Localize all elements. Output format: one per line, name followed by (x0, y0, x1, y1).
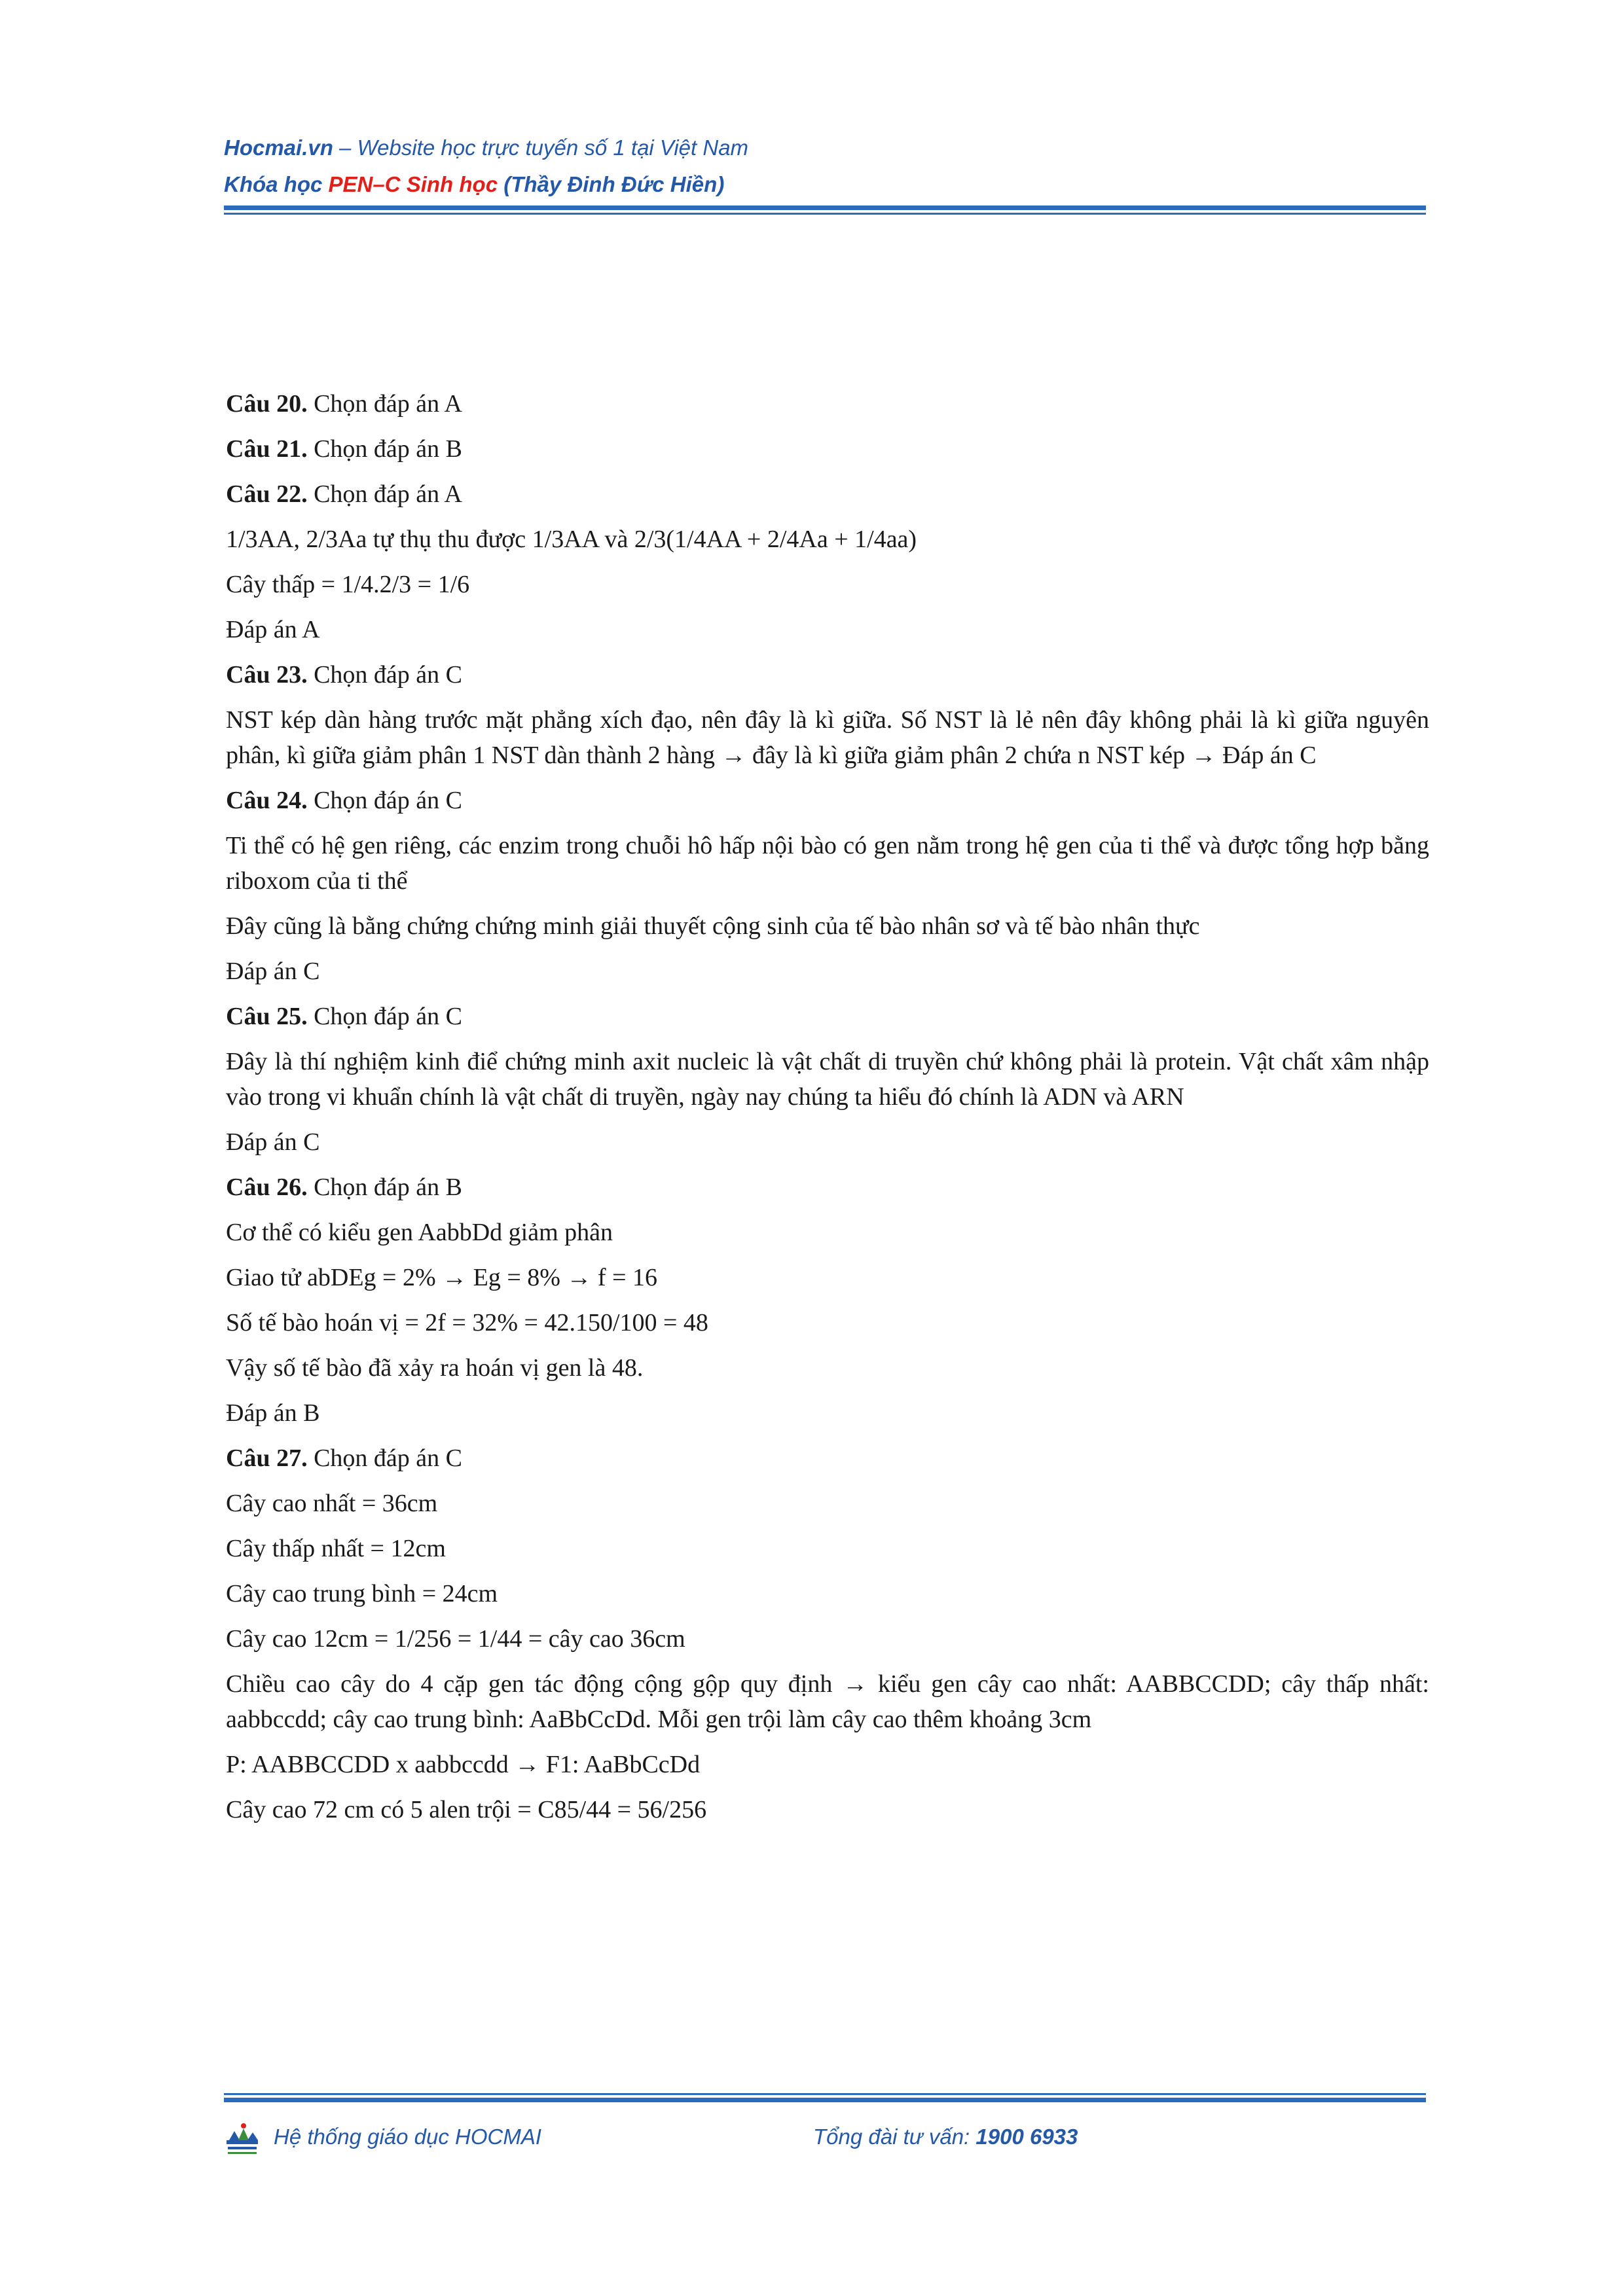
question-number: Câu 26. (226, 1174, 308, 1201)
hocmai-logo-icon (224, 2121, 261, 2157)
header-course-prefix: Khóa học (224, 172, 329, 196)
content-text: Cơ thể có kiểu gen AabbDd giảm phân (226, 1219, 613, 1246)
footer-brand[interactable]: HOCMAI (455, 2125, 542, 2149)
content-line (226, 431, 1429, 467)
content-line (226, 1621, 1429, 1657)
content-text: Đây là thí nghiệm kinh điể chứng minh axit nucleic là vật chất di truyền chứ không phải là protein. Vật chất xâm nhập vào trong vi khuẩn chính là vật chất di truyền, ngày nay chúng ta hiểu đó chính là ADN và ARN (226, 1048, 1429, 1111)
content-line (226, 567, 1429, 602)
content-text: Chọn đáp án A (307, 480, 463, 508)
content-text: Cây cao 12cm = 1/256 = 1/44 = cây cao 36cm (226, 1625, 685, 1653)
footer-rule-thick (224, 2098, 1426, 2102)
content-line (226, 999, 1429, 1034)
content-text: Chọn đáp án C (307, 787, 463, 814)
content-line (226, 386, 1429, 422)
content-text: Cây cao trung bình = 24cm (226, 1580, 498, 1607)
content-line (226, 1260, 1429, 1295)
content-line (226, 828, 1429, 899)
footer-rule-thin (224, 2093, 1426, 2095)
content-line (226, 1305, 1429, 1340)
footer-phone[interactable]: 1900 6933 (976, 2125, 1078, 2149)
content-text: P: AABBCCDD x aabbccdd → F1: AaBbCcDd (226, 1751, 701, 1778)
content-text: Cây thấp = 1/4.2/3 = 1/6 (226, 571, 470, 598)
footer-hotline (813, 2125, 1078, 2149)
content-text: NST kép dàn hàng trước mặt phẳng xích đạo, nên đây là kì giữa. Số NST là lẻ nên đây không phải là kì giữa nguyên phân, kì giữa giảm phân 1 NST dàn thành 2 hàng → đây là kì giữa giảm phân 2 chứa n NST kép → Đáp án C (226, 706, 1429, 769)
content-text: Số tế bào hoán vị = 2f = 32% = 42.150/100 = 48 (226, 1309, 708, 1336)
content-line (226, 612, 1429, 647)
footer-system-label: Hệ thống giáo dục (274, 2125, 456, 2149)
footer-hotline-label: Tổng đài tư vấn: (813, 2125, 976, 2149)
question-number: Câu 24. (226, 787, 308, 814)
question-number: Câu 27. (226, 1444, 308, 1472)
content-text: Đáp án C (226, 958, 320, 985)
content-line (226, 1747, 1429, 1782)
content-text: Đáp án B (226, 1399, 320, 1427)
content-line (226, 1576, 1429, 1611)
content-line (226, 908, 1429, 944)
content-line (226, 1044, 1429, 1115)
header-rule-thick (224, 206, 1426, 210)
content-text: Chọn đáp án B (307, 435, 463, 463)
content-line (226, 522, 1429, 557)
content-text: Chọn đáp án B (307, 1174, 463, 1201)
content-line (226, 702, 1429, 773)
content-line (226, 1124, 1429, 1160)
content-line (226, 1395, 1429, 1431)
content-text: Cây thấp nhất = 12cm (226, 1535, 446, 1562)
answer-content (226, 386, 1429, 1837)
content-text: Giao tử abDEg = 2% → Eg = 8% → f = 16 (226, 1264, 658, 1291)
content-text: Chiều cao cây do 4 cặp gen tác động cộng gộp quy định → kiểu gen cây cao nhất: AABBCCDD; cây thấp nhất: aabbccdd; cây cao trung bình: AaBbCcDd. Mỗi gen trội làm cây cao thêm khoảng 3cm (226, 1670, 1429, 1733)
page-header (224, 130, 1426, 203)
page-footer (224, 2121, 1426, 2153)
question-number: Câu 25. (226, 1003, 308, 1030)
content-text: Cây cao 72 cm có 5 alen trội = C85/44 = 56/256 (226, 1796, 707, 1823)
content-text: Ti thể có hệ gen riêng, các enzim trong chuỗi hô hấp nội bào có gen nằm trong hệ gen của ti thể và được tổng hợp bằng riboxom của ti thể (226, 832, 1429, 895)
content-text: Chọn đáp án C (307, 1444, 463, 1472)
content-text: Đây cũng là bằng chứng chứng minh giải thuyết cộng sinh của tế bào nhân sơ và tế bào nhân thực (226, 912, 1200, 940)
content-text: Chọn đáp án C (307, 661, 463, 689)
header-tagline: – Website học trực tuyến số 1 tại Việt Nam (333, 135, 749, 160)
content-line (226, 1441, 1429, 1476)
question-number: Câu 23. (226, 661, 308, 689)
header-teacher: (Thầy Đinh Đức Hiền) (498, 172, 725, 196)
footer-system (274, 2125, 541, 2149)
content-line (226, 1792, 1429, 1827)
content-line (226, 1350, 1429, 1386)
content-text: Đáp án A (226, 616, 320, 643)
question-number: Câu 20. (226, 390, 308, 418)
content-line (226, 1215, 1429, 1250)
content-text: 1/3AA, 2/3Aa tự thụ thu được 1/3AA và 2/3(1/4AA + 2/4Aa + 1/4aa) (226, 526, 917, 553)
content-line (226, 1666, 1429, 1737)
content-line (226, 783, 1429, 818)
question-number: Câu 22. (226, 480, 308, 508)
content-text: Vậy số tế bào đã xảy ra hoán vị gen là 48. (226, 1354, 644, 1382)
header-course-line (224, 166, 1426, 203)
content-line (226, 1486, 1429, 1521)
content-text: Chọn đáp án C (307, 1003, 463, 1030)
content-line (226, 1170, 1429, 1205)
content-line (226, 954, 1429, 989)
header-rule-thin (224, 213, 1426, 215)
question-number: Câu 21. (226, 435, 308, 463)
header-brand[interactable]: Hocmai.vn (224, 135, 333, 160)
header-site-line (224, 130, 1426, 166)
header-course-name: PEN–C Sinh học (328, 172, 498, 196)
content-text: Cây cao nhất = 36cm (226, 1490, 438, 1517)
content-line (226, 1531, 1429, 1566)
content-line (226, 657, 1429, 692)
content-line (226, 476, 1429, 512)
content-text: Chọn đáp án A (307, 390, 463, 418)
content-text: Đáp án C (226, 1128, 320, 1156)
